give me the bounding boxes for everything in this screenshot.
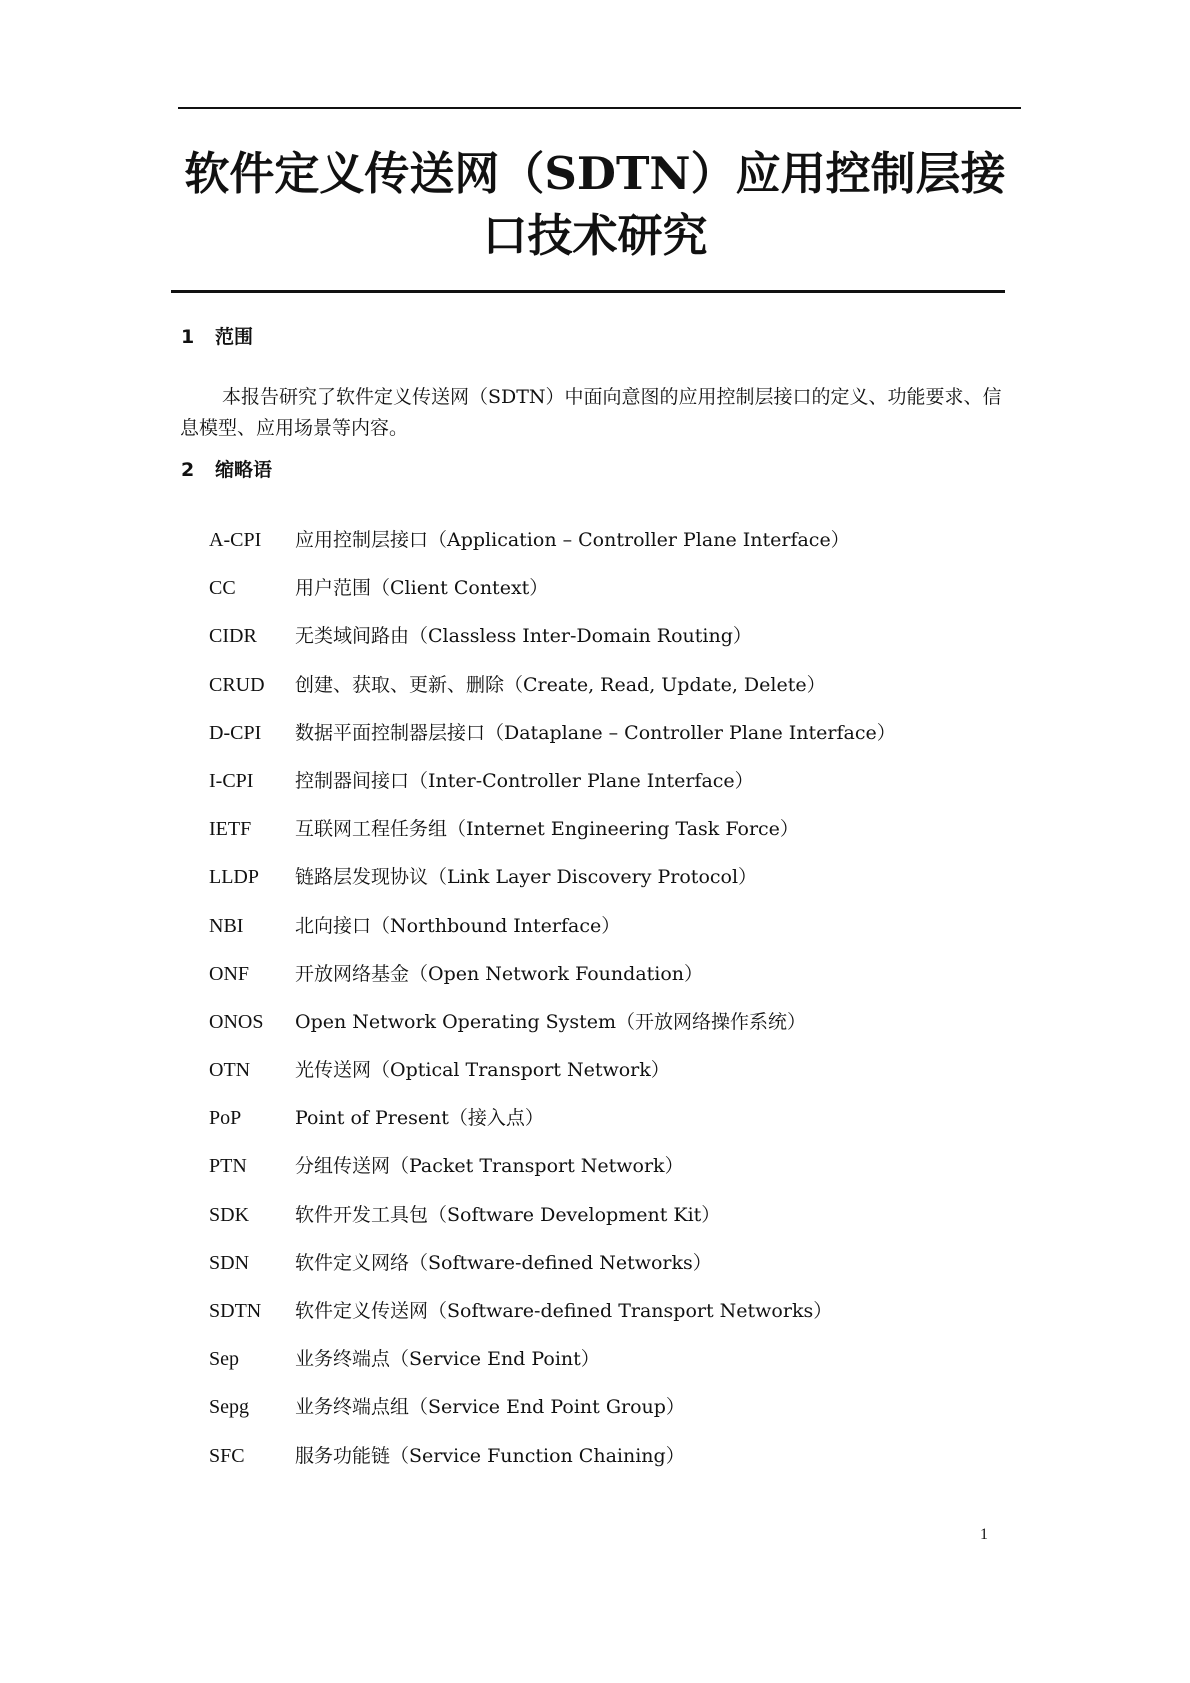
abbreviation-term: CC	[209, 577, 236, 600]
abbreviation-term: PTN	[209, 1155, 247, 1178]
abbreviation-item	[209, 1344, 896, 1392]
abbreviation-term: SDK	[209, 1203, 250, 1226]
abbreviation-term: ONF	[209, 962, 250, 985]
abbreviation-definition: 业务终端点（Service End Point）	[295, 1348, 600, 1371]
abbreviation-term: CIDR	[209, 625, 257, 648]
abbreviation-definition: 业务终端点组（Service End Point Group）	[295, 1396, 685, 1419]
abbreviation-item	[209, 1103, 896, 1151]
document-title	[150, 143, 1040, 267]
abbreviation-item	[209, 525, 896, 573]
abbreviation-term: CRUD	[209, 673, 265, 696]
abbreviation-definition: 控制器间接口（Inter-Controller Plane Interface）	[295, 769, 754, 792]
abbreviation-term: Sep	[209, 1348, 239, 1371]
section-heading-scope	[181, 324, 253, 350]
abbreviation-definition: 链路层发现协议（Link Layer Discovery Protocol）	[295, 866, 758, 889]
abbreviation-definition: 互联网工程任务组（Internet Engineering Task Force）	[295, 818, 799, 841]
abbreviation-term: SDTN	[209, 1300, 262, 1322]
abbreviation-definition: 服务功能链（Service Function Chaining）	[295, 1444, 685, 1467]
document-title-line-1: 软件定义传送网（SDTN）应用控制层接	[184, 147, 1006, 200]
abbreviation-term: NBI	[209, 914, 244, 937]
abbreviation-definition: Point of Present（接入点）	[295, 1107, 544, 1130]
page-number: 1	[980, 1526, 988, 1543]
abbreviation-term: D-CPI	[209, 721, 262, 744]
abbreviation-term: OTN	[209, 1059, 251, 1082]
abbreviation-definition: 软件开发工具包（Software Development Kit）	[295, 1203, 721, 1226]
title-bottom-rule	[171, 290, 1005, 293]
abbreviation-definition: 创建、获取、更新、删除（Create, Read, Update, Delete）	[295, 673, 826, 696]
section-number: 2	[181, 459, 195, 481]
scope-paragraph: 本报告研究了软件定义传送网（SDTN）中面向意图的应用控制层接口的定义、功能要求、信息模型、应用场景等内容。	[180, 386, 1002, 439]
abbreviation-definition: 开放网络基金（Open Network Foundation）	[295, 962, 704, 985]
abbreviation-term: Sepg	[209, 1396, 249, 1419]
abbreviation-definition: 软件定义网络（Software-defined Networks）	[295, 1251, 712, 1274]
abbreviation-item	[209, 621, 896, 669]
section-title: 缩略语	[215, 459, 273, 481]
title-top-rule	[178, 107, 1021, 109]
abbreviation-item	[209, 1007, 896, 1055]
abbreviation-definition: 北向接口（Northbound Interface）	[295, 914, 621, 937]
abbreviation-term: PoP	[209, 1107, 242, 1130]
abbreviation-term: I-CPI	[209, 769, 254, 792]
abbreviation-item	[209, 670, 896, 718]
abbreviation-term: SDN	[209, 1251, 250, 1274]
abbreviation-item	[209, 1441, 896, 1489]
abbreviation-definition: Open Network Operating System（开放网络操作系统）	[295, 1010, 807, 1033]
section-heading-abbreviations	[181, 457, 272, 483]
abbreviation-term: SFC	[209, 1444, 245, 1467]
abbreviation-definition: 分组传送网（Packet Transport Network）	[295, 1155, 684, 1178]
abbreviation-item	[209, 1296, 896, 1344]
section-title: 范围	[215, 326, 254, 348]
abbreviation-term: LLDP	[209, 866, 259, 889]
abbreviation-item	[209, 766, 896, 814]
abbreviation-definition: 数据平面控制器层接口（Dataplane – Controller Plane Interface）	[295, 721, 896, 744]
document-title-line-2: 口技术研究	[482, 209, 708, 262]
abbreviation-item	[209, 911, 896, 959]
abbreviation-item	[209, 1392, 896, 1440]
abbreviation-item	[209, 959, 896, 1007]
abbreviation-definition: 应用控制层接口（Application – Controller Plane Interface）	[295, 529, 850, 551]
abbreviation-item	[209, 1248, 896, 1296]
abbreviation-item	[209, 1055, 896, 1103]
abbreviation-item	[209, 862, 896, 910]
abbreviation-item	[209, 573, 896, 621]
abbreviation-item	[209, 1151, 896, 1199]
section-number: 1	[181, 326, 195, 348]
abbreviation-list	[209, 525, 896, 1489]
abbreviation-term: IETF	[209, 818, 252, 841]
abbreviation-term: ONOS	[209, 1010, 264, 1033]
abbreviation-definition: 用户范围（Client Context）	[295, 577, 549, 600]
abbreviation-definition: 软件定义传送网（Software-defined Transport Networks）	[295, 1300, 833, 1322]
abbreviation-term: A-CPI	[209, 529, 262, 551]
abbreviation-item	[209, 1200, 896, 1248]
abbreviation-definition: 无类域间路由（Classless Inter-Domain Routing）	[295, 625, 752, 648]
abbreviation-definition: 光传送网（Optical Transport Network）	[295, 1059, 670, 1082]
abbreviation-item	[209, 814, 896, 862]
abbreviation-item	[209, 718, 896, 766]
